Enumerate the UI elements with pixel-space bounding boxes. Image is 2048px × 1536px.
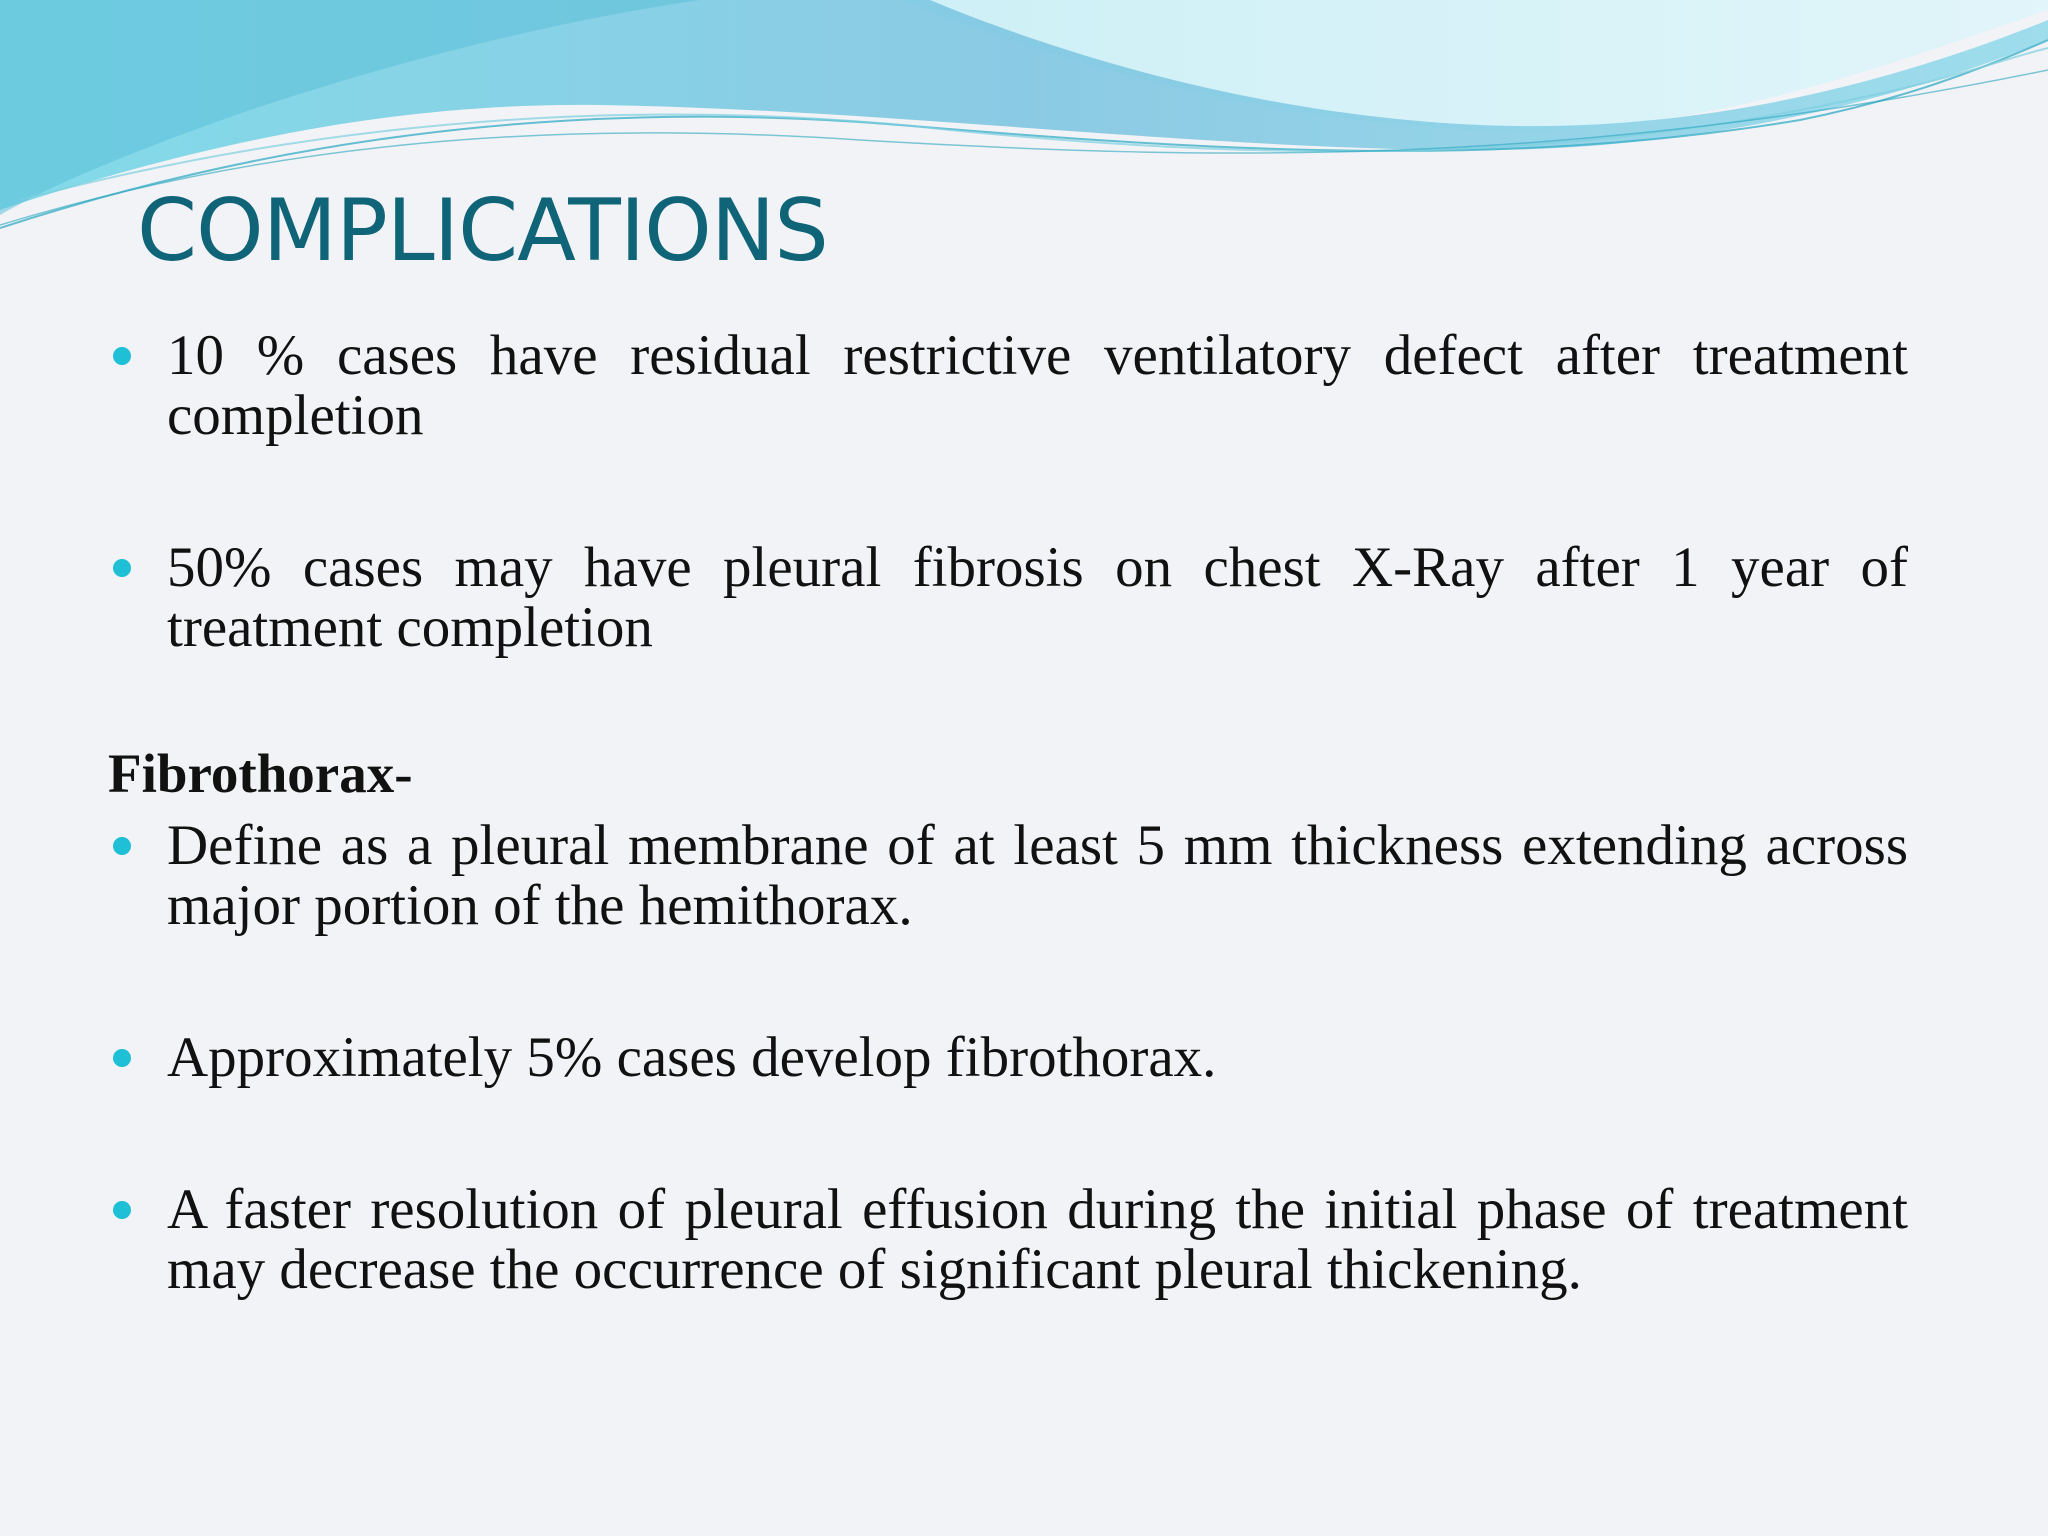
bullet-item (108, 1028, 1908, 1088)
bullet-item (108, 1180, 1908, 1300)
bullet-dot-icon (113, 837, 131, 855)
bullet-dot-icon (113, 1049, 131, 1067)
bullet-text: A faster resolution of pleural effusion during the initial phase of treatment may decrease the occurrence of significant pleural thickening. (167, 1178, 1908, 1301)
bullet-item (108, 326, 1908, 446)
bullet-text: Define as a pleural membrane of at least 5 mm thickness extending across major portion of the hemithorax. (167, 814, 1908, 937)
bullet-text: 10 % cases have residual restrictive ventilatory defect after treatment completion (167, 324, 1908, 447)
bullet-item (108, 538, 1908, 658)
slide-title: COMPLICATIONS (137, 181, 828, 281)
bullet-dot-icon (113, 559, 131, 577)
bullet-dot-icon (113, 1201, 131, 1219)
bullet-dot-icon (113, 347, 131, 365)
subheading-fibrothorax: Fibrothorax- (108, 743, 413, 804)
bullet-text: 50% cases may have pleural fibrosis on chest X-Ray after 1 year of treatment completion (167, 536, 1908, 659)
bullet-item (108, 816, 1908, 936)
slide-body (108, 326, 1908, 1300)
bullet-text: Approximately 5% cases develop fibrothorax. (167, 1026, 1217, 1089)
